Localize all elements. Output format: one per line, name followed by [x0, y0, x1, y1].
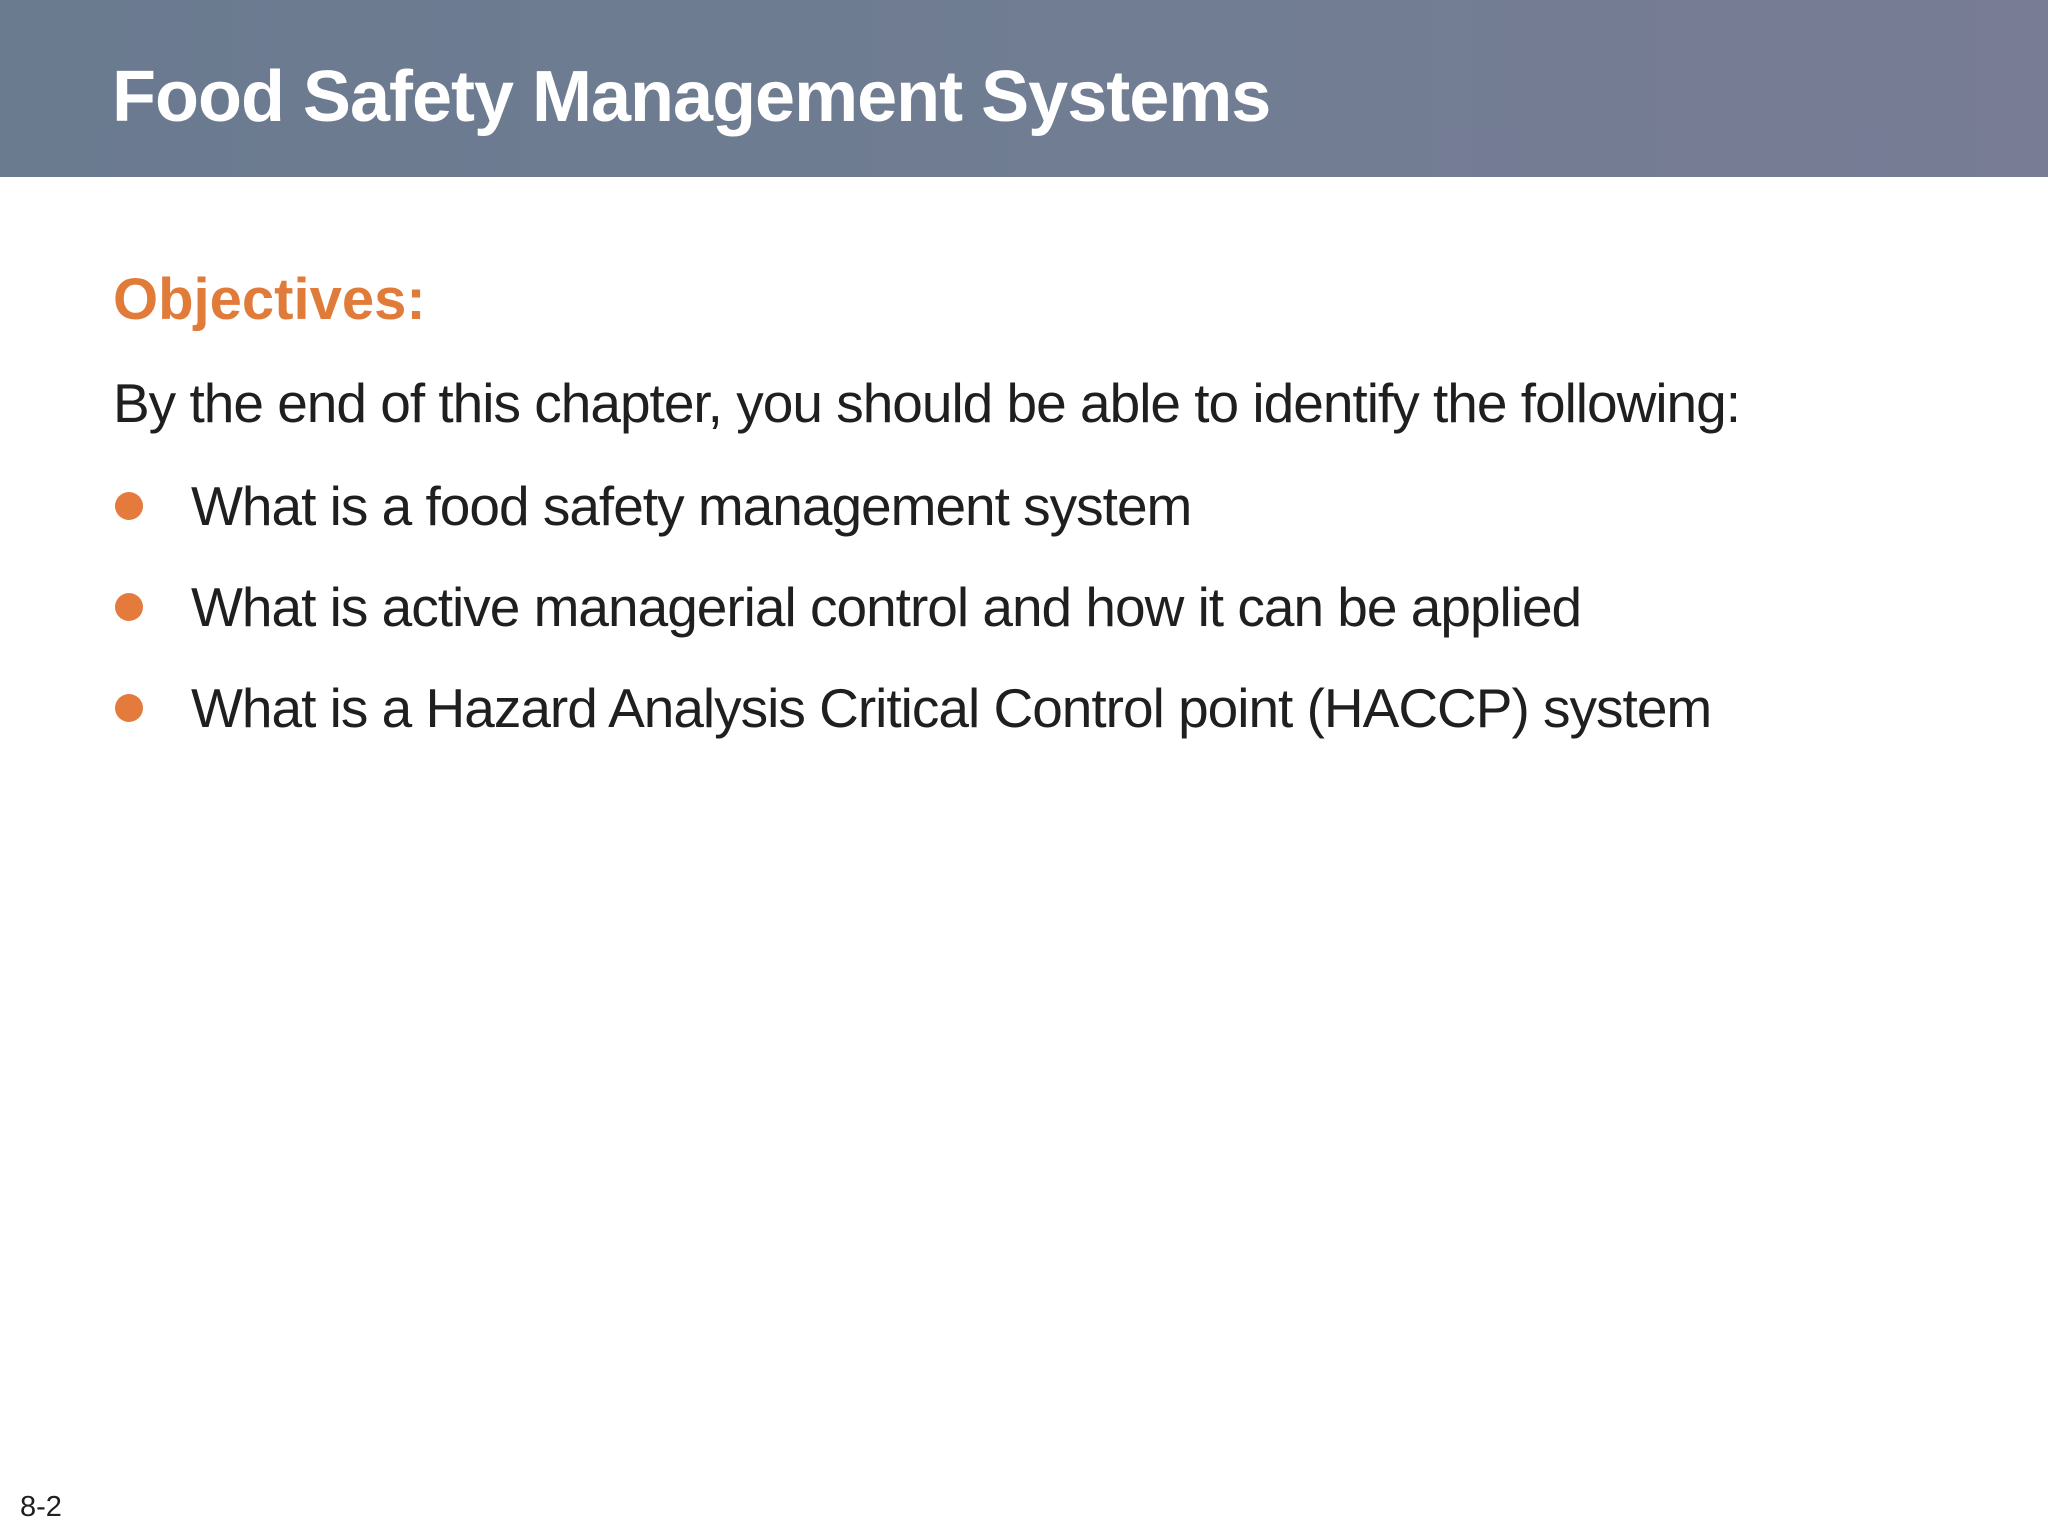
- objectives-heading: Objectives:: [113, 267, 426, 332]
- slide-title: Food Safety Management Systems: [112, 57, 1271, 137]
- bullet-dot-icon: [115, 593, 143, 621]
- objective-text: What is active managerial control and how it can be applied: [191, 576, 1582, 638]
- intro-text: By the end of this chapter, you should be able to identify the following:: [113, 372, 1741, 434]
- bullet-dot-icon: [115, 694, 143, 722]
- objective-text: What is a food safety management system: [191, 475, 1192, 537]
- objective-text: What is a Hazard Analysis Critical Control point (HACCP) system: [191, 677, 1712, 739]
- page-number: 8-2: [20, 1491, 62, 1523]
- bullet-dot-icon: [115, 492, 143, 520]
